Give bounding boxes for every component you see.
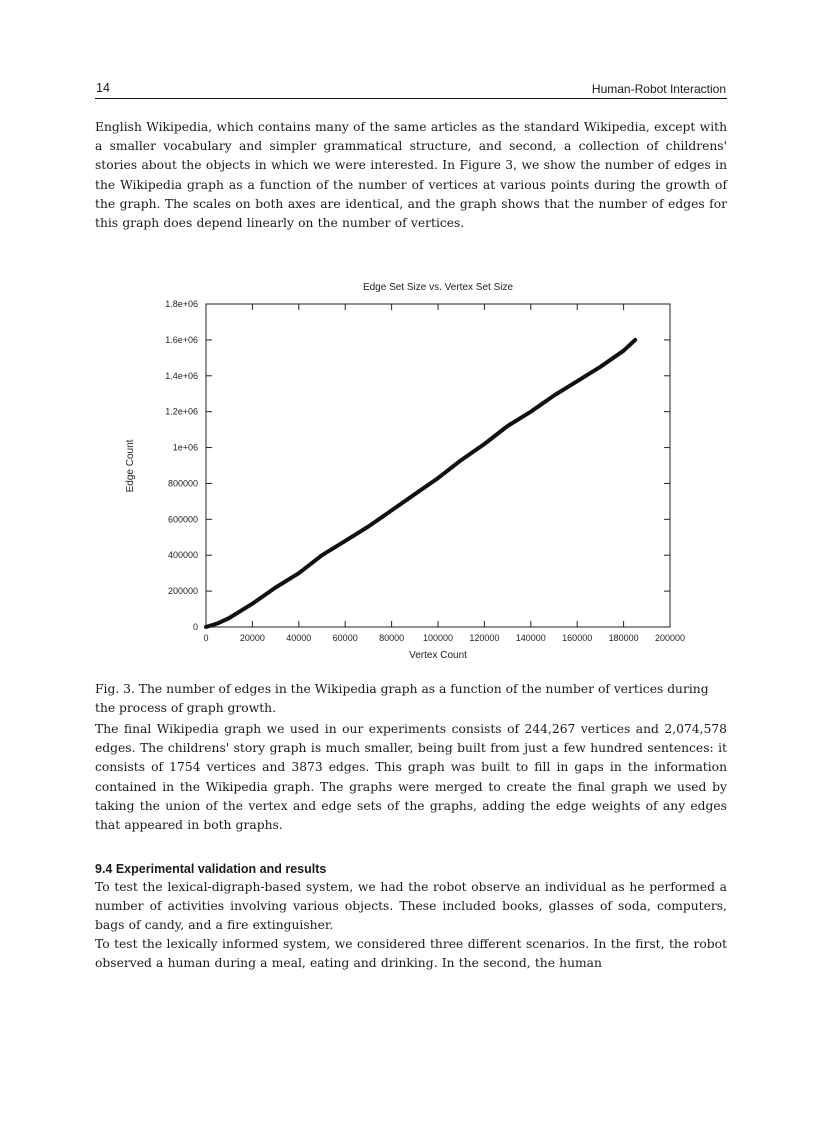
page-number: 14: [96, 81, 110, 95]
x-tick-label: 200000: [654, 633, 686, 643]
final-graph-paragraph: The final Wikipedia graph we used in our experiments consists of 244,267 vertices and 2,074,578 edges. The childrens' story graph is much smaller, being built from just a few hundred sentences: it consists of 1754 vertices and 3873 edges. This graph was built to fill in gaps in the information contained in the Wikipedia graph. The graphs were merged to create the final graph we used by taking the union of the vertex and edge sets of the graphs, adding the edge weights of any edges that appeared in both graphs.: [95, 722, 727, 833]
section-heading: 9.4 Experimental validation and results: [95, 862, 327, 876]
x-tick-label: 120000: [469, 633, 500, 643]
validation-paragraph-2: To test the lexically informed system, we considered three different scenarios. In the first, the robot observed a human during a meal, eating and drinking. In the second, the human: [95, 937, 727, 971]
y-tick-label: 600000: [167, 514, 198, 525]
axis-ticks: [165, 299, 685, 643]
validation-paragraph-1: To test the lexical-digraph-based system, we had the robot observe an individual as he performed a number of activities involving various objects. These included books, glasses of soda, computers, bags of candy, and a fire extinguisher.: [95, 880, 727, 933]
x-tick-label: 100000: [422, 633, 454, 643]
y-axis-title: Edge Count: [125, 439, 136, 493]
intro-paragraph: English Wikipedia, which contains many of the same articles as the standard Wikipedia, except with a smaller vocabulary and simpler grammatical structure, and second, a collection of childrens' stories about the objects in which we were interested. In Figure 3, we show the number of edges in the Wikipedia graph as a function of the number of vertices at various points during the growth of the graph. The scales on both axes are identical, and the graph shows that the number of edges for this graph does depend linearly on the number of vertices.: [95, 120, 727, 231]
y-tick-label: 1.8e+06: [165, 299, 198, 309]
edge-vertex-chart: [95, 270, 705, 670]
y-tick-label: 200000: [167, 586, 198, 597]
y-tick-label: 1.2e+06: [165, 406, 198, 417]
x-tick-label: 140000: [515, 633, 546, 643]
page-header: [95, 80, 727, 99]
y-tick-label: 1.6e+06: [165, 334, 198, 345]
x-axis-title: Vertex Count: [409, 650, 467, 661]
series-group: [206, 340, 635, 627]
y-tick-label: 400000: [167, 550, 198, 561]
x-tick-label: 20000: [239, 633, 265, 643]
x-tick-label: 180000: [608, 633, 639, 643]
y-tick-label: 0: [192, 622, 198, 632]
chart-title: Edge Set Size vs. Vertex Set Size: [362, 282, 514, 293]
x-tick-label: 40000: [286, 633, 312, 643]
x-tick-label: 60000: [332, 633, 358, 643]
figure-caption: Fig. 3. The number of edges in the Wikipedia graph as a function of the number of vertices during the process of graph growth.: [95, 682, 709, 716]
x-tick-label: 0: [203, 633, 209, 643]
series-line-edges: [206, 340, 635, 627]
plot-frame: [206, 304, 670, 627]
y-tick-label: 1.4e+06: [165, 370, 198, 381]
running-title: Human-Robot Interaction: [591, 82, 726, 96]
x-tick-label: 160000: [562, 633, 593, 643]
y-tick-label: 800000: [167, 478, 198, 489]
y-tick-label: 1e+06: [172, 442, 198, 453]
x-tick-label: 80000: [379, 633, 405, 643]
